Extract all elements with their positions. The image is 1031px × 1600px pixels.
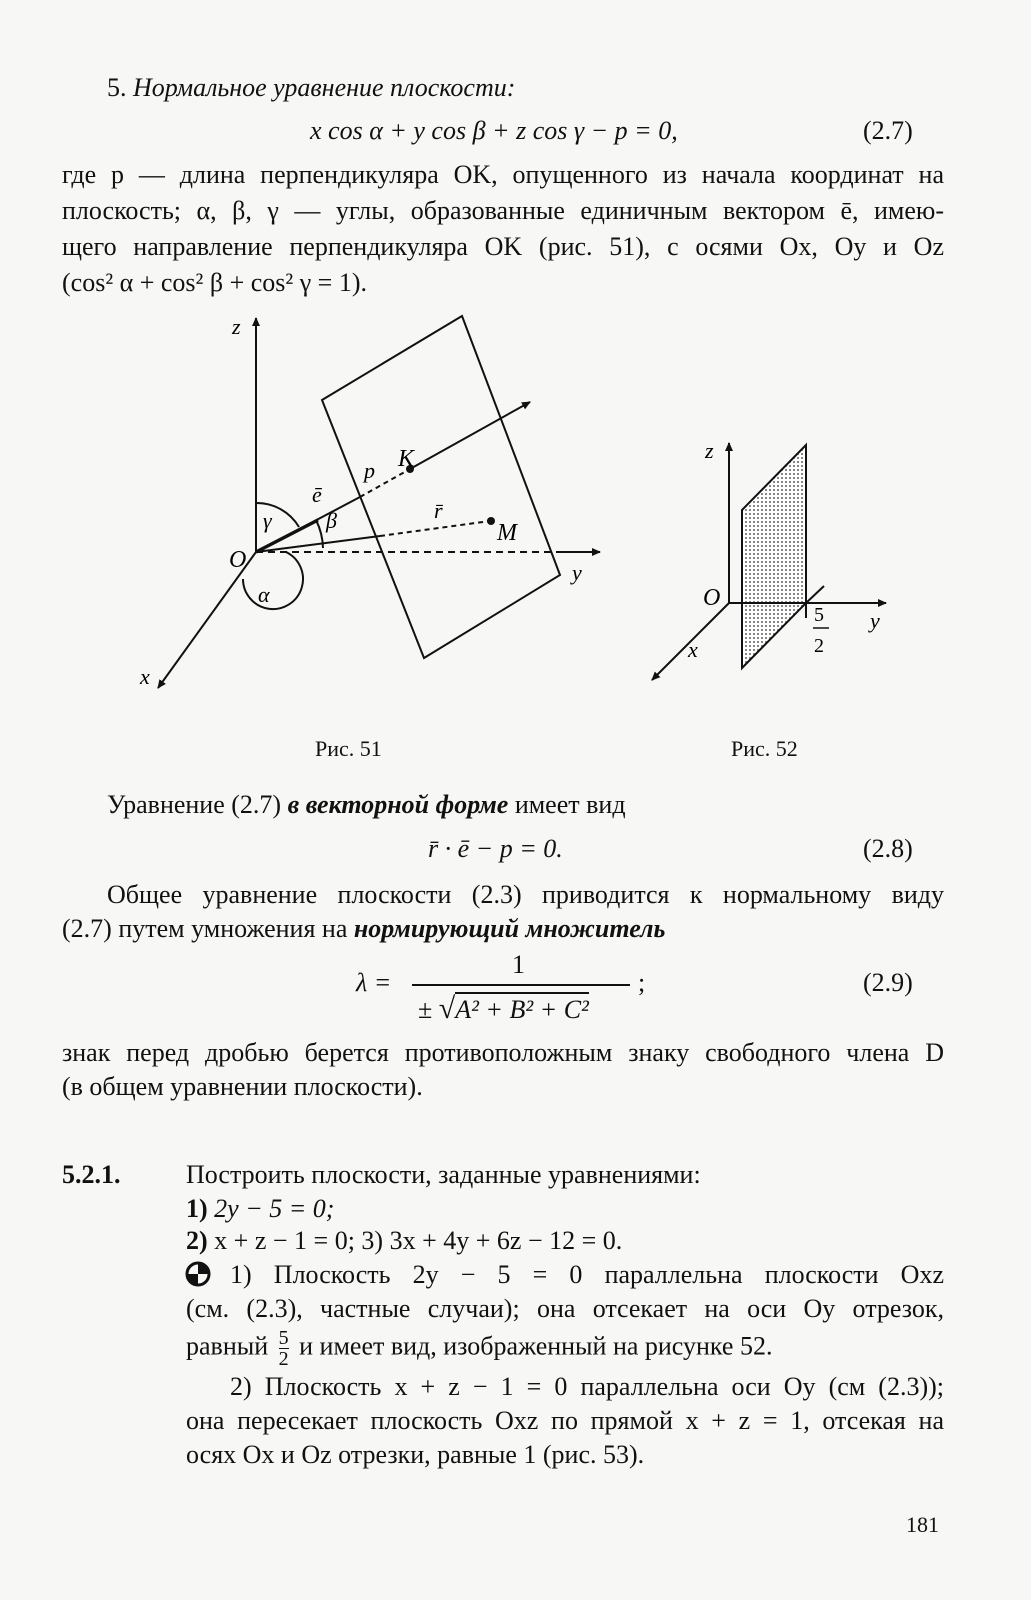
- point-M: [487, 517, 495, 525]
- equation-2-9-semicolon: ;: [638, 968, 646, 997]
- caption-fig-52: Рис. 52: [731, 736, 798, 761]
- vector-form-start: Уравнение (2.7): [107, 790, 282, 819]
- normalizing-line-2: [62, 914, 665, 944]
- solution-line-2: (см. (2.3), частные случаи); она отсекает на оси Oy отрезок,: [186, 1294, 944, 1323]
- problem-item-2: [186, 1226, 622, 1256]
- hatched-plane: [742, 445, 806, 668]
- text-line-3: щего направление перпендикуляра OK (рис. 51), с осями Ox, Oy и Oz: [62, 232, 944, 261]
- fig52-frac-den: 2: [814, 635, 824, 657]
- fig51-label-y: y: [572, 560, 582, 585]
- equation-2-7-number: (2.7): [863, 116, 913, 145]
- equation-2-9-radicand: A² + B² + C²: [455, 992, 589, 1024]
- equation-2-9-fraction-bar: [412, 984, 630, 986]
- solution-2-line-2: она пересекает плоскость Oxz по прямой x + z = 1, отсекая на: [186, 1406, 944, 1435]
- equation-2-9-denominator: [418, 992, 589, 1026]
- fig51-label-O: O: [229, 547, 247, 573]
- equation-2-9-number: (2.9): [863, 968, 913, 997]
- fig51-label-gamma: γ: [263, 508, 272, 533]
- text-line-2: плоскость; α, β, γ — углы, образованные единичным вектором ē, имею-: [62, 196, 944, 225]
- equation-2-9-pm: ±: [418, 995, 433, 1024]
- equation-2-8-number: (2.8): [863, 834, 913, 863]
- solution-fraction: [279, 1328, 289, 1369]
- solution-2-line-1: 2) Плоскость x + z − 1 = 0 параллельна оси Oy (см (2.3));: [230, 1372, 944, 1401]
- solution-line-3-start: равный: [186, 1331, 269, 1361]
- text-line-4: (cos² α + cos² β + cos² γ = 1).: [62, 268, 368, 297]
- fig51-label-M: M: [497, 520, 517, 546]
- fig51-label-e: ē: [312, 482, 322, 507]
- fig52-trace-extension: [806, 586, 824, 603]
- fig52-label-O: O: [703, 585, 721, 611]
- section-number: 5.: [107, 73, 127, 102]
- solution-line-3: [186, 1328, 772, 1369]
- problem-number: 5.2.1.: [62, 1160, 121, 1189]
- equation-2-8: r̄ · ē − p = 0.: [428, 834, 563, 863]
- problem-item-1-eq: 2y − 5 = 0;: [214, 1194, 335, 1223]
- solution-line-3-end: и имеет вид, изображенный на рисунке 52.: [299, 1331, 773, 1361]
- fig51-label-z: z: [232, 314, 241, 339]
- fig52-frac-num: 5: [814, 604, 824, 626]
- equation-2-9-lambda: λ =: [356, 968, 392, 997]
- fig52-label-y: y: [870, 608, 880, 633]
- fig51-label-alpha: α: [258, 582, 270, 607]
- vector-form-line: [107, 790, 626, 820]
- sqrt-icon: √: [438, 992, 456, 1025]
- section-title: Нормальное уравнение плоскости:: [133, 73, 516, 102]
- fig51-label-p: p: [364, 458, 375, 483]
- vector-r-dashed: [380, 521, 490, 536]
- problem-item-2-eq: x + z − 1 = 0; 3) 3x + 4y + 6z − 12 = 0.: [214, 1226, 623, 1255]
- problem-item-1-num: 1): [186, 1194, 208, 1223]
- solution-fraction-num: 5: [278, 1327, 289, 1349]
- section-heading: [107, 72, 515, 104]
- normalizing-line-3: знак перед дробью берется противоположным знаку свободного члена D: [62, 1038, 944, 1067]
- normal-extension: [410, 402, 530, 469]
- normalizing-line-1: Общее уравнение плоскости (2.3) приводится к нормальному виду: [107, 880, 944, 909]
- problem-item-2-num: 2): [186, 1226, 208, 1255]
- equation-2-7: x cos α + y cos β + z cos γ − p = 0,: [310, 116, 678, 145]
- problem-item-1: [186, 1194, 334, 1224]
- fig51-label-x: x: [140, 664, 150, 689]
- normalizing-line-4: (в общем уравнении плоскости).: [62, 1072, 423, 1101]
- normalizing-line-2-start: (2.7) путем умножения на: [62, 914, 348, 943]
- solution-2-line-3: осях Ox и Oz отрезки, равные 1 (рис. 53).: [186, 1440, 645, 1469]
- fig52-label-x: x: [688, 637, 698, 662]
- vector-form-end: имеет вид: [514, 790, 626, 819]
- problem-statement: Построить плоскости, заданные уравнениями:: [186, 1160, 701, 1189]
- fig51-label-K: K: [398, 446, 415, 472]
- figure-51: [0, 300, 640, 720]
- solution-line-1: 1) Плоскость 2y − 5 = 0 параллельна плоскости Oxz: [230, 1260, 944, 1289]
- plane-outline: [322, 316, 560, 658]
- fig51-label-r: r̄: [434, 498, 443, 523]
- solution-fraction-den: 2: [278, 1348, 289, 1370]
- fig51-label-beta: β: [326, 508, 337, 533]
- normalizing-line-2-emph: нормирующий множитель: [353, 914, 666, 943]
- vector-form-emph: в векторной форме: [287, 790, 509, 819]
- alpha-arc: [243, 552, 303, 609]
- caption-fig-51: Рис. 51: [315, 736, 382, 761]
- fig52-label-z: z: [705, 438, 714, 463]
- page-number: 181: [906, 1512, 939, 1537]
- solution-marker-icon: [184, 1260, 214, 1290]
- figure-52: [640, 420, 900, 690]
- equation-2-9-numerator: 1: [512, 950, 525, 979]
- text-line-1: где p — длина перпендикуляра OK, опущенного из начала координат на: [62, 160, 944, 189]
